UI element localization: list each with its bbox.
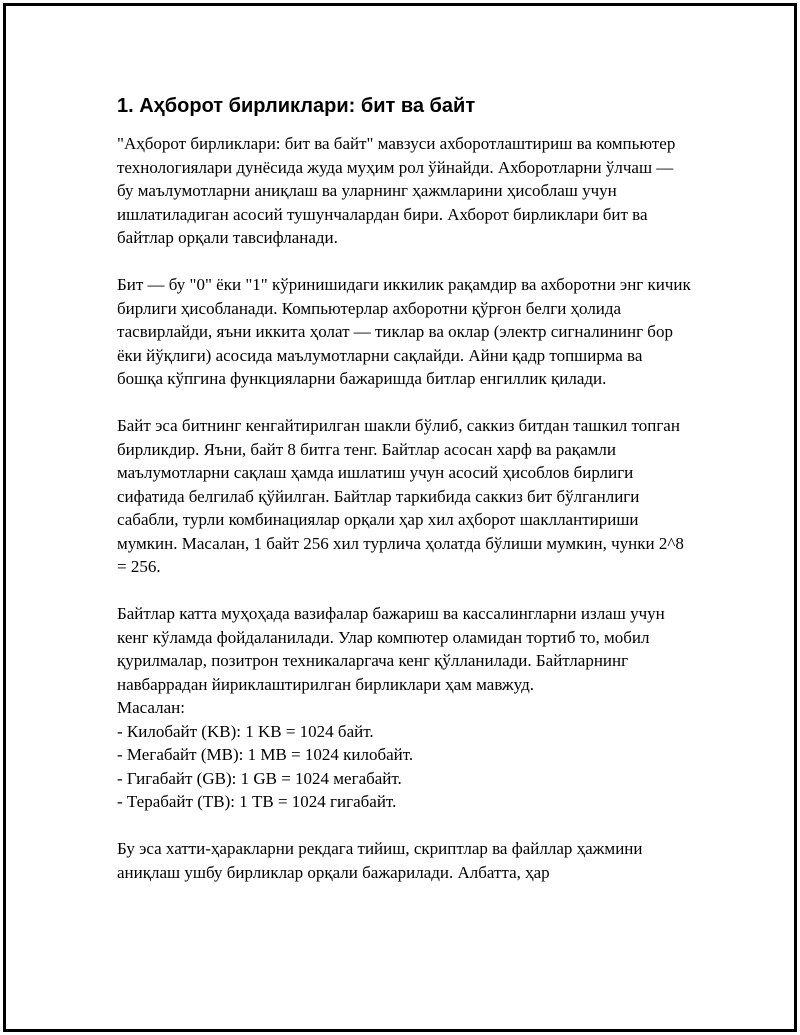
paragraph-bit: Бит — бу "0" ёки "1" кўринишидаги иккилик рақамдир ва ахборотни энг кичик бирлиги ҳисобланади. Компьютерлар ахборотни қўрғон белги ҳолида тасвирлайди, яъни иккита ҳолат — тиклар ва оклар (электр сигналининг бор ёки йўқлиги) асосида маълумотларни сақлайди. Айни қадр топширма ва бошқа кўпгина функцияларни бажаришда битлар енгиллик қилади. bbox=[117, 275, 691, 388]
units-list-item-mb: - Мегабайт (MB): 1 MB = 1024 килобайт. bbox=[117, 745, 414, 764]
document-body bbox=[117, 92, 692, 908]
document-title: 1. Аҳборот бирликлари: бит ва байт bbox=[117, 95, 476, 117]
units-list-intro: Масалан: bbox=[117, 698, 185, 717]
units-list-item-kb: - Килобайт (KB): 1 KB = 1024 байт. bbox=[117, 721, 374, 741]
paragraph-closing: Бу эса хатти-ҳаракларни рекдага тийиш, скриптлар ва файллар ҳажмини аниқлаш ушбу бирликлар орқали бажарилади. Албатта, ҳар bbox=[117, 839, 643, 882]
units-list-item-gb: - Гигабайт (GB): 1 GB = 1024 мегабайт. bbox=[117, 768, 402, 788]
paragraph-units-text: Байтлар катта муҳоҳада вазифалар бажариш ва кассалингларни излаш учун кенг кўламда фойдаланилади. Улар компютер оламидан тортиб то, мобил қурилмалар, позитрон техникаларгача кенг қўлланилади. Байтларнинг навбаррадан йириклаштирилган бирликлари ҳам мавжуд. bbox=[117, 604, 665, 694]
units-list-item-tb: - Терабайт (TB): 1 TB = 1024 гигабайт. bbox=[117, 792, 397, 811]
paragraph-units bbox=[117, 602, 692, 814]
paragraph-byte: Байт эса битнинг кенгайтирилган шакли бўлиб, саккиз битдан ташкил топган бирликдир. Яъни, байт 8 битга тенг. Байтлар асосан харф ва рақамли маълумотларни сақлаш ҳамда ишлатиш учун асосий ҳисоблов бирлиги сифатида белгилаб қўйилган. Байтлар таркибида саккиз бит бўлганлиги сабабли, турли комбинациялар орқали ҳар хил аҳборот шакллантириши мумкин. Масалан, 1 байт 256 хил турлича ҳолатда бўлиши мумкин, чунки 2^8 = 256. bbox=[117, 416, 684, 576]
paragraph-intro: "Аҳборот бирликлари: бит ва байт" мавзуси ахборотлаштириш ва компьютер технологиялари дунёсида жуда муҳим рол ўйнайди. Ахборотларни ўлчаш — бу маълумотларни аниқлаш ва уларнинг ҳажмларини ҳисоблаш учун ишлатиладиган асосий тушунчалардан бири. Ахборот бирликлари бит ва байтлар орқали тавсифланади. bbox=[117, 134, 676, 247]
